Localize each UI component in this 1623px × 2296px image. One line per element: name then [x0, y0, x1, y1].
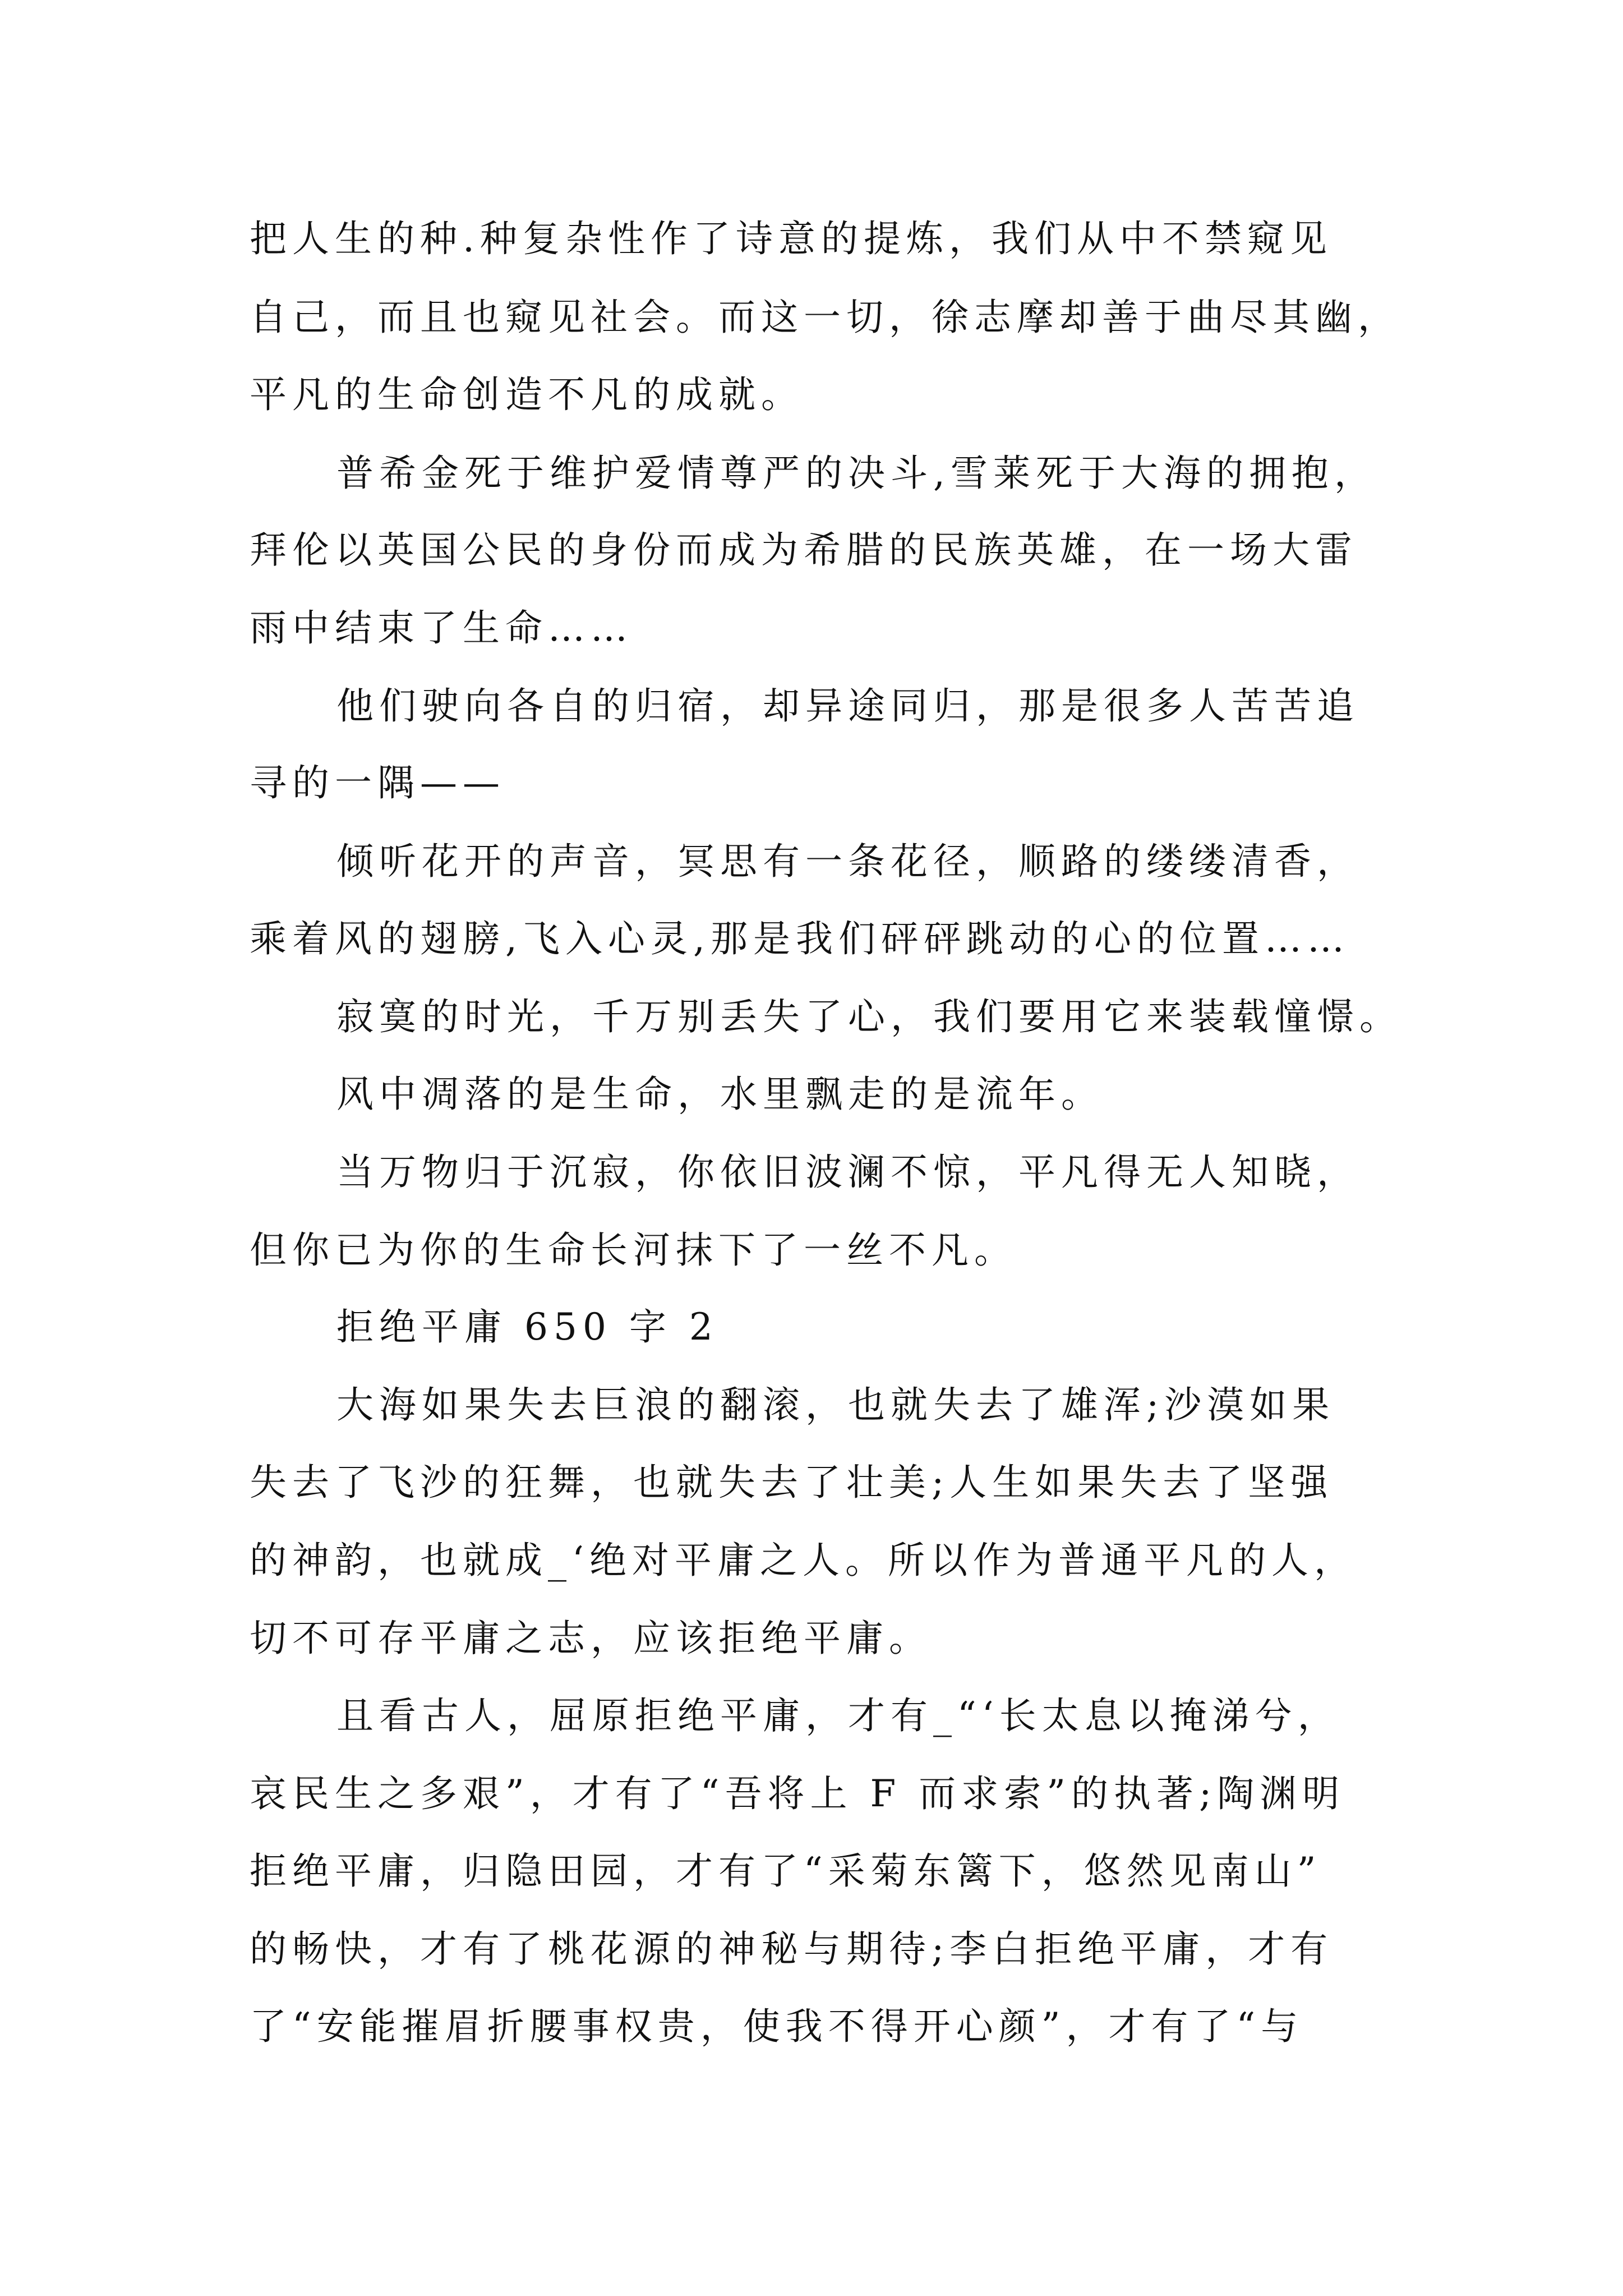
text-line: 寻的一隅——: [250, 761, 505, 804]
text-line: 当万物归于沉寂，你依旧波澜不惊，平凡得无人知晓，: [336, 1151, 1359, 1194]
text-line: 乘着风的翅膀,飞入心灵,那是我们砰砰跳动的心的位置……: [250, 917, 1350, 960]
text-line: 切不可存平庸之志，应该拒绝平庸。: [250, 1617, 932, 1660]
section-heading: 拒绝平庸 650 字 2: [336, 1305, 718, 1349]
text-line: 了“安能摧眉折腰事权贵，使我不得开心颜”，才有了“与: [250, 2005, 1304, 2048]
text-line: 风中凋落的是生命，水里飘走的是流年。: [336, 1073, 1104, 1116]
text-line: 普希金死于维护爱情尊严的决斗,雪莱死于大海的拥抱，: [336, 452, 1377, 495]
text-line: 哀民生之多艰”，才有了“吾将上 F 而求索”的执著;陶渊明: [250, 1772, 1345, 1815]
text-line: 把人生的种.种复杂性作了诗意的提炼，我们从中不禁窥见: [250, 217, 1332, 260]
text-line: 拜伦以英国公民的身份而成为希腊的民族英雄，在一场大雷: [250, 528, 1358, 572]
text-line: 大海如果失去巨浪的翻滚，也就失去了雄浑;沙漠如果: [336, 1383, 1335, 1427]
text-line: 且看古人，屈原拒绝平庸，才有_“‘长太息以掩涕兮，: [336, 1694, 1340, 1737]
text-line: 倾听花开的声音，冥思有一条花径，顺路的缕缕清香，: [336, 840, 1359, 883]
text-line: 自己，而且也窥见社会。而这一切，徐志摩却善于曲尽其幽，: [250, 296, 1400, 339]
text-line: 他们驶向各自的归宿，却异途同归，那是很多人苦苦追: [336, 684, 1359, 728]
text-line: 的神韵，也就成_‘绝对平庸之人。所以作为普通平凡的人，: [250, 1539, 1357, 1582]
text-line: 失去了飞沙的狂舞，也就失去了壮美;人生如果失去了坚强: [250, 1461, 1334, 1504]
text-line: 拒绝平庸，归隐田园，才有了“采菊东篱下，悠然见南山”: [250, 1849, 1322, 1893]
text-line: 雨中结束了生命……: [250, 606, 633, 650]
text-line: 但你已为你的生命长河抹下了一丝不凡。: [250, 1228, 1017, 1272]
text-line: 的畅快，才有了桃花源的神秘与期待;李白拒绝平庸，才有: [250, 1927, 1334, 1971]
text-line: 寂寞的时光，千万别丢失了心，我们要用它来装载憧憬。: [336, 995, 1402, 1038]
text-line: 平凡的生命创造不凡的成就。: [250, 373, 804, 416]
